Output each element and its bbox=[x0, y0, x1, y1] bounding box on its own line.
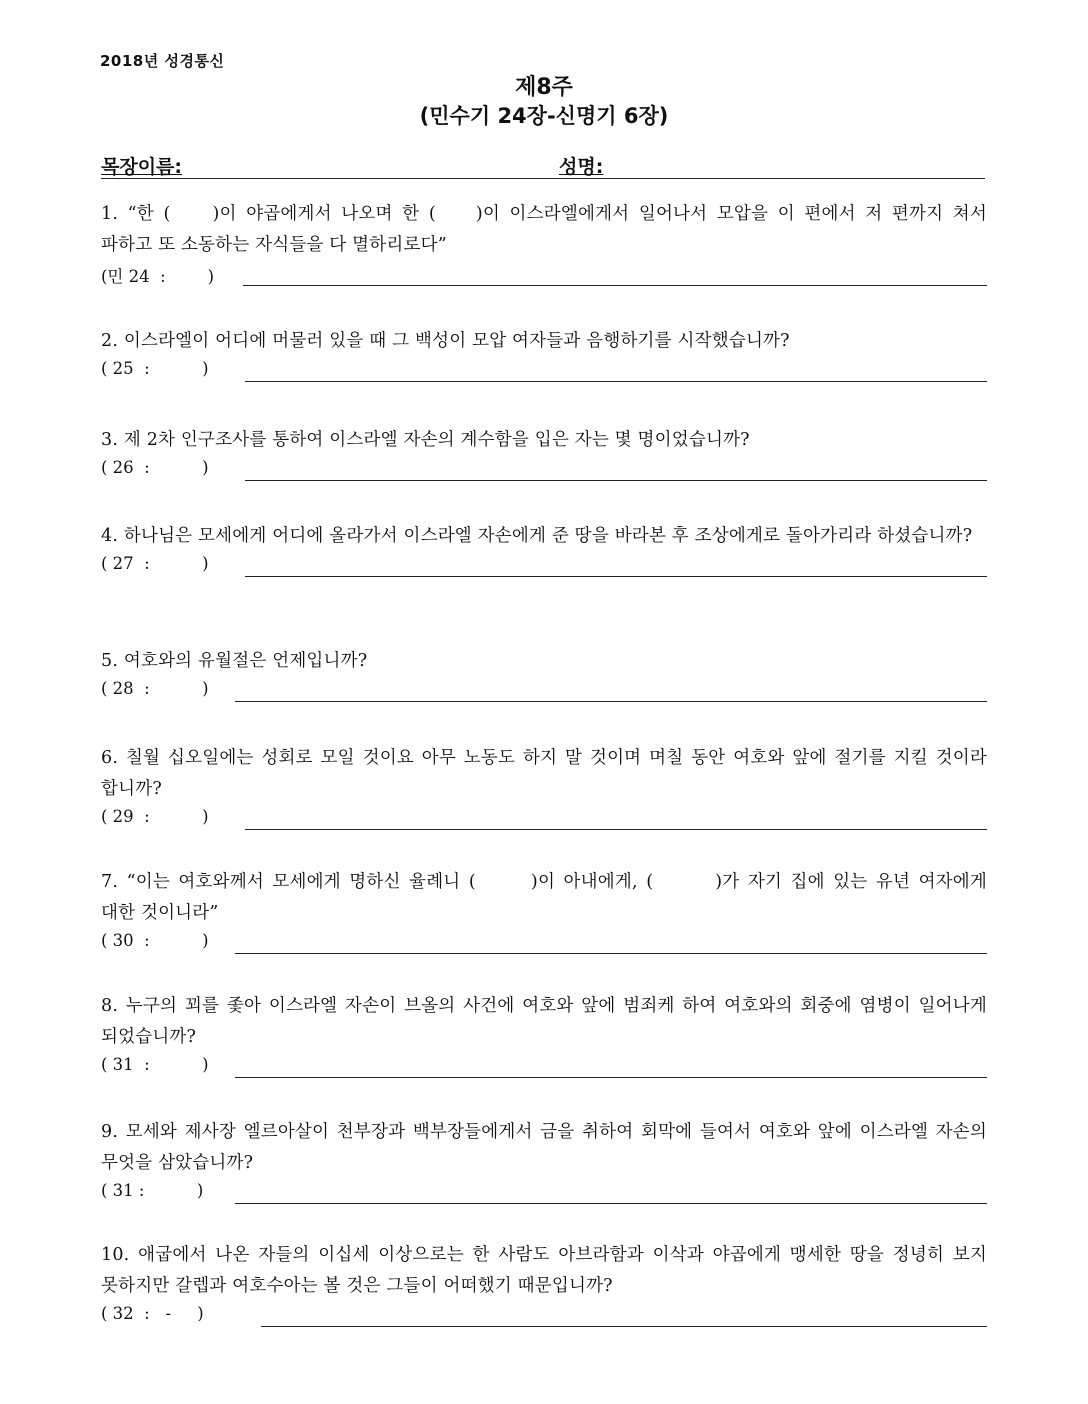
verse-reference: ( 26 : ) bbox=[101, 458, 209, 477]
verse-reference: ( 25 : ) bbox=[101, 359, 209, 378]
answer-line[interactable] bbox=[245, 381, 987, 382]
question-1 bbox=[101, 199, 987, 293]
pastor-label: 목장이름: bbox=[101, 156, 183, 178]
answer-row bbox=[101, 1053, 987, 1085]
verse-reference: ( 28 : ) bbox=[101, 679, 209, 698]
verse-reference: ( 27 : ) bbox=[101, 554, 209, 573]
question-text: 7. “이는 여호와께서 모세에게 명하신 율례니 ( )이 아내에게, ( )가 자기 집에 있는 유년 여자에게 대한 것이니라” bbox=[101, 872, 987, 923]
answer-line[interactable] bbox=[235, 1203, 987, 1204]
answer-row bbox=[101, 1179, 987, 1211]
question-6 bbox=[101, 743, 987, 837]
question-4 bbox=[101, 521, 987, 584]
question-text: 6. 칠월 십오일에는 성회로 모일 것이요 아무 노동도 하지 말 것이며 며칠 동안 여호와 앞에 절기를 지킬 것이라 합니까? bbox=[101, 748, 987, 799]
question-text: 9. 모세와 제사장 엘르아살이 천부장과 백부장들에게서 금을 취하여 회막에 들여서 여호와 앞에 이스라엘 자손의 무엇을 삼았습니까? bbox=[101, 1122, 987, 1173]
verse-reference: ( 31 : ) bbox=[101, 1055, 209, 1074]
answer-line[interactable] bbox=[245, 829, 987, 830]
name-label: 성명: bbox=[559, 156, 604, 178]
question-10 bbox=[101, 1240, 987, 1334]
answer-line[interactable] bbox=[235, 1077, 987, 1078]
answer-line[interactable] bbox=[235, 701, 987, 702]
question-8 bbox=[101, 991, 987, 1085]
verse-reference: ( 31 : ) bbox=[101, 1181, 204, 1200]
info-row[interactable] bbox=[101, 150, 985, 179]
question-2 bbox=[101, 326, 987, 389]
question-text: 10. 애굽에서 나온 자들의 이십세 이상으로는 한 사람도 아브라함과 이삭과 야곱에게 맹세한 땅을 정녕히 보지 못하지만 갈렙과 여호수아는 볼 것은 그들이 어떠했기 때문입니까? bbox=[101, 1245, 987, 1296]
answer-row bbox=[101, 1302, 987, 1334]
answer-row bbox=[101, 261, 987, 293]
question-text: 4. 하나님은 모세에게 어디에 올라가서 이스라엘 자손에게 준 땅을 바라본 후 조상에게로 돌아가리라 하셨습니까? bbox=[101, 526, 973, 546]
page-subtitle: (민수기 24장-신명기 6장) bbox=[419, 104, 669, 128]
question-text: 1. “한 ( )이 야곱에게서 나오며 한 ( )이 이스라엘에게서 일어나서 모압을 이 편에서 저 편까지 쳐서 파하고 또 소동하는 자식들을 다 멸하리로다” bbox=[101, 204, 987, 255]
question-7 bbox=[101, 867, 987, 961]
answer-line[interactable] bbox=[245, 480, 987, 481]
question-5 bbox=[101, 646, 987, 709]
answer-row bbox=[101, 357, 987, 389]
verse-reference: ( 32 : - ) bbox=[101, 1304, 204, 1323]
question-text: 8. 누구의 꾀를 좇아 이스라엘 자손이 브올의 사건에 여호와 앞에 범죄케 하여 여호와의 회중에 염병이 일어나게 되었습니까? bbox=[101, 996, 987, 1047]
question-9 bbox=[101, 1117, 987, 1211]
header-tag: 2018년 성경통신 bbox=[100, 52, 225, 70]
answer-line[interactable] bbox=[245, 576, 987, 577]
question-text: 5. 여호와의 유월절은 언제입니까? bbox=[101, 651, 368, 671]
answer-row bbox=[101, 929, 987, 961]
verse-reference: (민 24 : ) bbox=[101, 267, 215, 286]
verse-reference: ( 29 : ) bbox=[101, 807, 209, 826]
answer-line[interactable] bbox=[261, 1326, 987, 1327]
answer-row bbox=[101, 677, 987, 709]
answer-row bbox=[101, 456, 987, 488]
answer-row bbox=[101, 552, 987, 584]
answer-line[interactable] bbox=[235, 953, 987, 954]
question-text: 2. 이스라엘이 어디에 머물러 있을 때 그 백성이 모압 여자들과 음행하기를 시작했습니까? bbox=[101, 331, 790, 351]
question-text: 3. 제 2차 인구조사를 통하여 이스라엘 자손의 계수함을 입은 자는 몇 명이었습니까? bbox=[101, 430, 750, 450]
answer-line[interactable] bbox=[243, 285, 987, 286]
question-3 bbox=[101, 425, 987, 488]
verse-reference: ( 30 : ) bbox=[101, 931, 209, 950]
page-title: 제8주 bbox=[515, 75, 573, 100]
answer-row bbox=[101, 805, 987, 837]
